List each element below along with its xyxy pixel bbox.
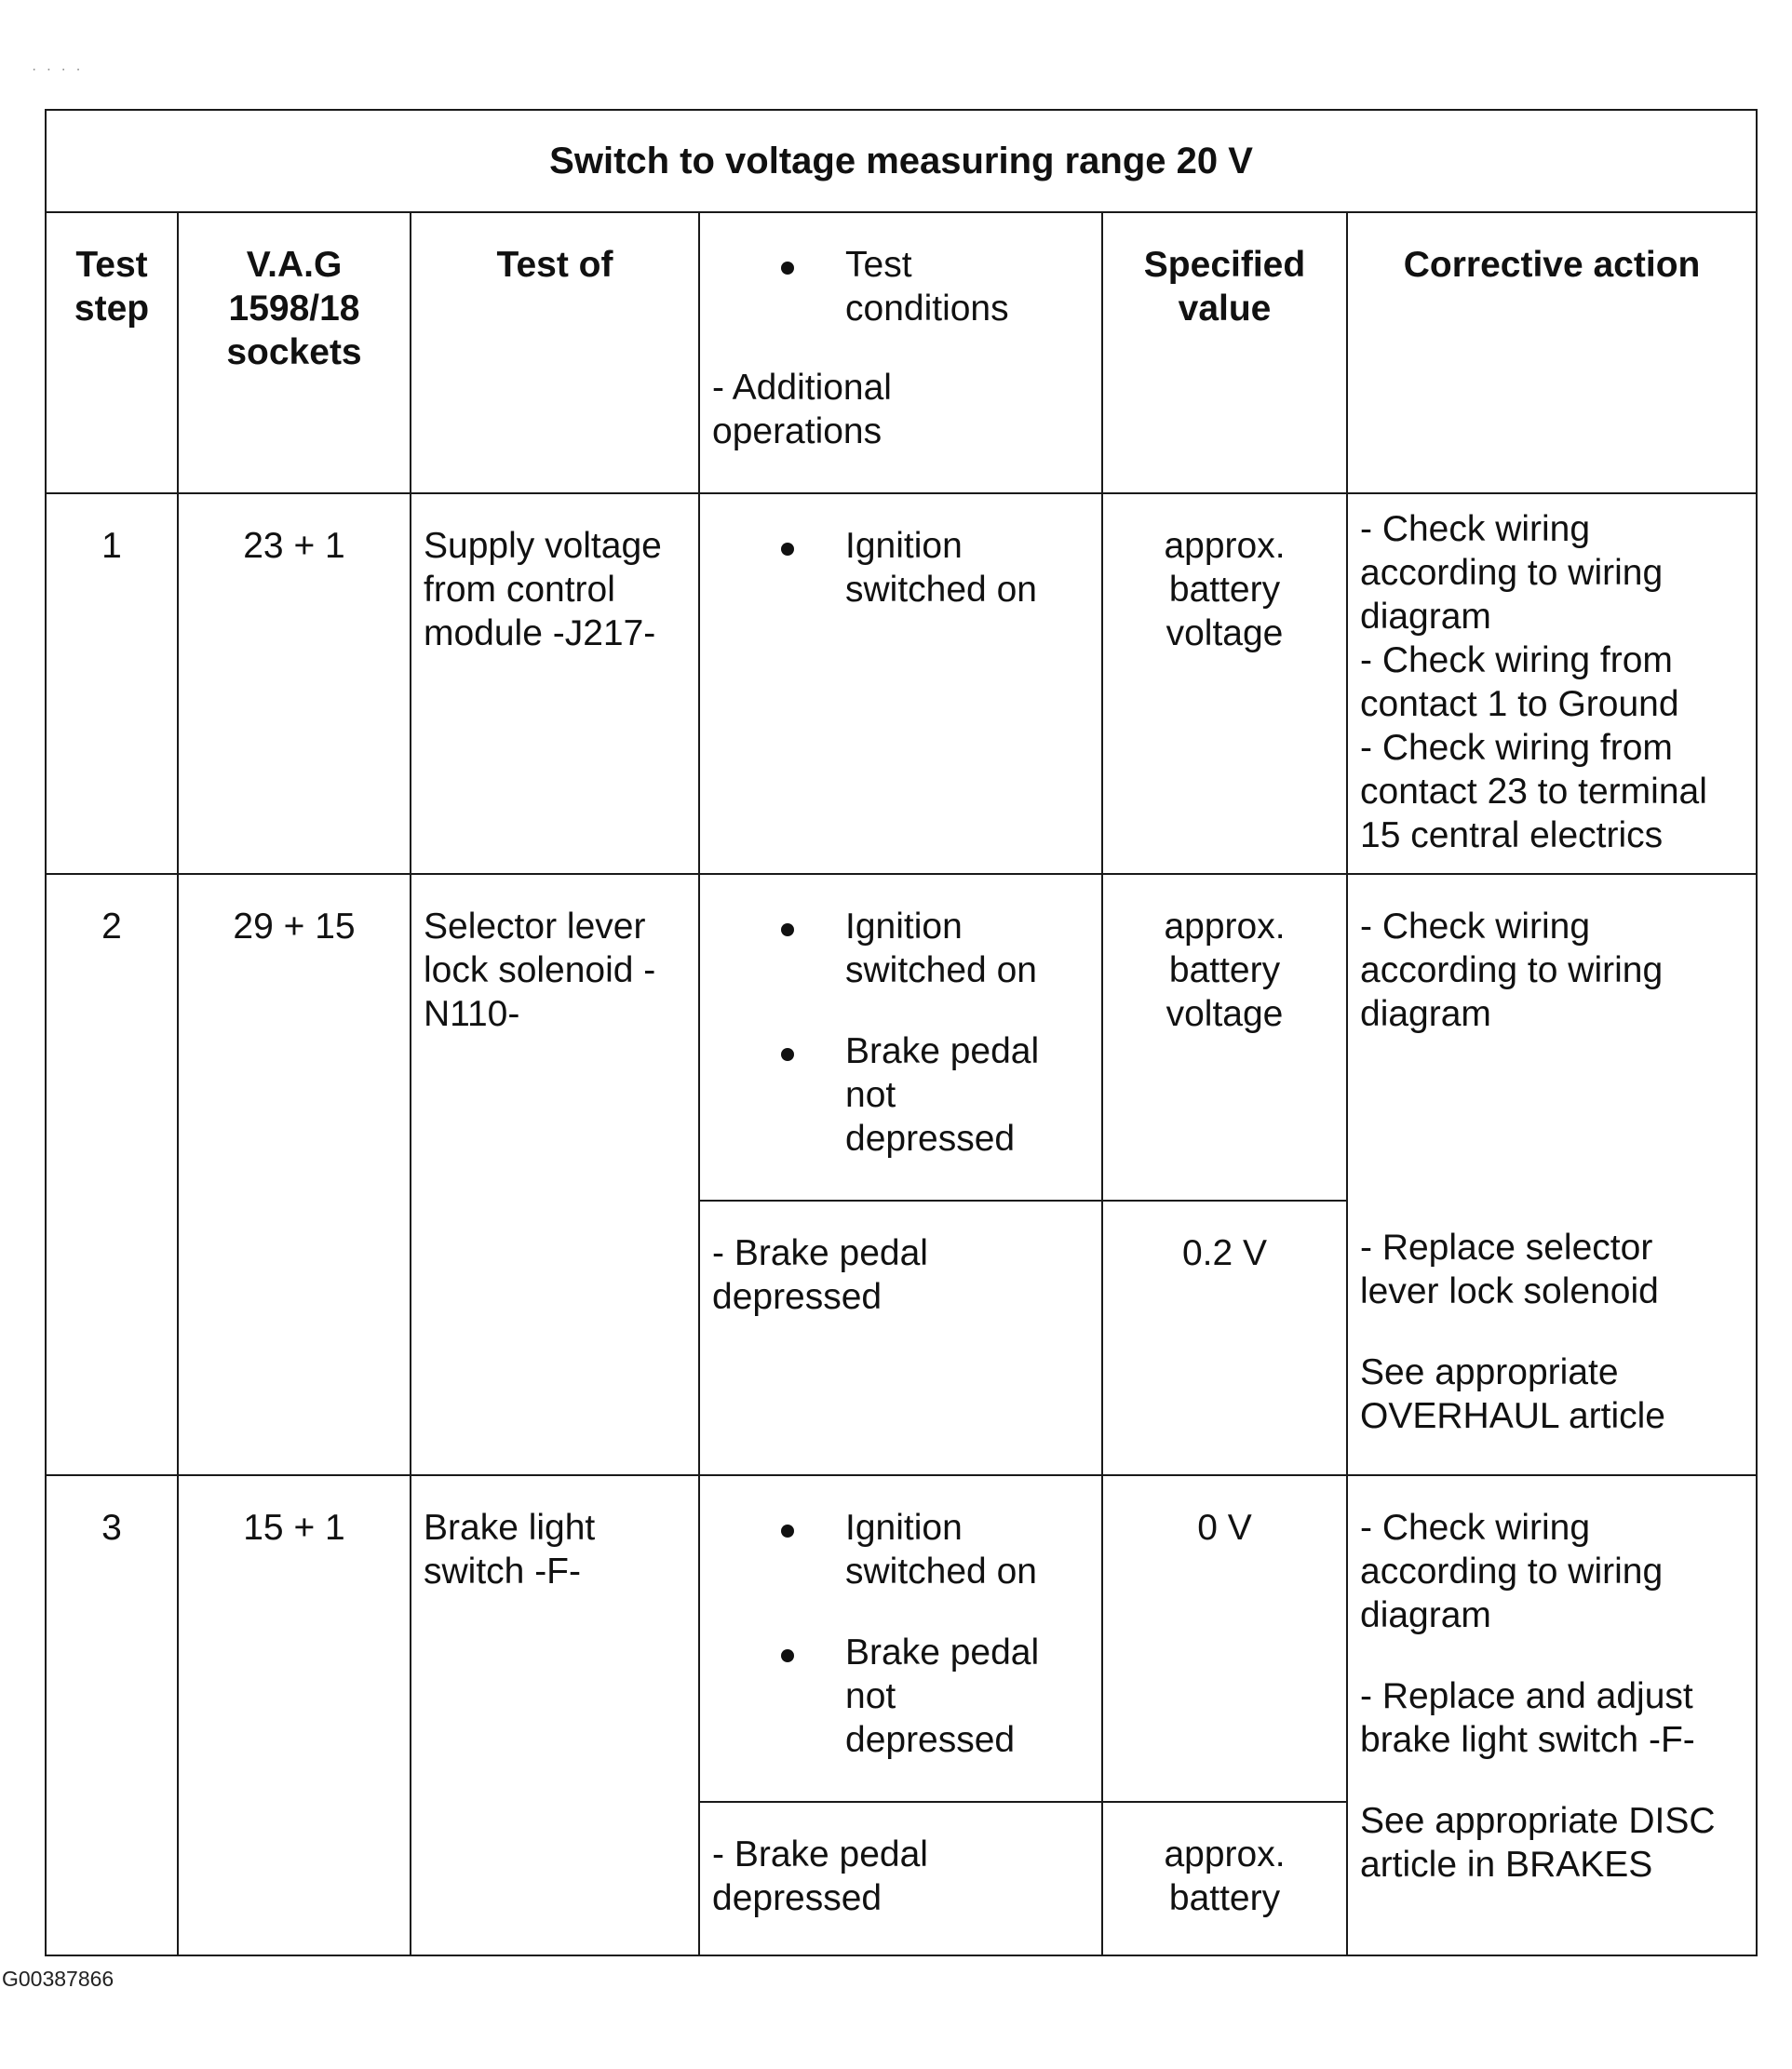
header-corrective-action: Corrective action bbox=[1347, 212, 1757, 493]
row-test-of: Selector lever lock solenoid - N110- bbox=[411, 874, 699, 1475]
header-specified-value: Specified value bbox=[1102, 212, 1347, 493]
row-test-step: 3 bbox=[46, 1475, 178, 1955]
condition-item: Brake pedal not depressed bbox=[700, 1029, 1101, 1161]
header-test-conditions bbox=[699, 212, 1102, 493]
row-sockets: 23 + 1 bbox=[178, 493, 411, 874]
corrective-item: See appropriate DISC article in BRAKES bbox=[1360, 1800, 1716, 1885]
condition-item: Ignition switched on bbox=[700, 905, 1101, 992]
row-specified-value: approx. battery voltage bbox=[1102, 493, 1347, 874]
scan-artifact: · · · · bbox=[32, 61, 84, 77]
row-specified-value: 0 V bbox=[1102, 1475, 1347, 1802]
corrective-item: - Check wiring according to wiring diagram bbox=[1360, 1507, 1664, 1635]
header-sockets: V.A.G 1598/18 sockets bbox=[178, 212, 411, 493]
table-row bbox=[46, 493, 1757, 874]
table-row bbox=[46, 874, 1757, 1201]
header-test-of: Test of bbox=[411, 212, 699, 493]
corrective-item: - Replace selector lever lock solenoid bbox=[1360, 1228, 1659, 1312]
row-test-of: Brake light switch -F- bbox=[411, 1475, 699, 1955]
corrective-item: - Replace and adjust brake light switch -F- bbox=[1360, 1675, 1695, 1760]
row-test-step: 2 bbox=[46, 874, 178, 1475]
row-test-conditions bbox=[699, 874, 1102, 1201]
row-additional-operation: - Brake pedal depressed bbox=[699, 1802, 1102, 1955]
corrective-item: See appropriate OVERHAUL article bbox=[1360, 1352, 1665, 1437]
header-conditions-bullet: Test conditions bbox=[700, 243, 1101, 330]
header-additional-operations: - Additional operations bbox=[712, 368, 892, 452]
test-procedure-table bbox=[45, 109, 1758, 1956]
row-specified-value: 0.2 V bbox=[1102, 1201, 1347, 1475]
table-header-row bbox=[46, 212, 1757, 493]
row-test-conditions bbox=[699, 493, 1102, 874]
row-sockets: 15 + 1 bbox=[178, 1475, 411, 1955]
row-test-step: 1 bbox=[46, 493, 178, 874]
row-additional-operation: - Brake pedal depressed bbox=[699, 1201, 1102, 1475]
condition-item: Ignition switched on bbox=[700, 524, 1101, 611]
row-corrective-action bbox=[1347, 1475, 1757, 1955]
row-corrective-action bbox=[1347, 874, 1757, 1475]
row-specified-value: approx. battery voltage bbox=[1102, 874, 1347, 1201]
table-title: Switch to voltage measuring range 20 V bbox=[46, 110, 1757, 212]
figure-id: G00387866 bbox=[2, 1967, 115, 1991]
row-specified-value: approx. battery bbox=[1102, 1802, 1347, 1955]
header-test-step: Test step bbox=[46, 212, 178, 493]
table-row bbox=[46, 1475, 1757, 1802]
table-title-row bbox=[46, 110, 1757, 212]
condition-item: Ignition switched on bbox=[700, 1506, 1101, 1593]
row-sockets: 29 + 15 bbox=[178, 874, 411, 1475]
corrective-item: - Check wiring according to wiring diagram - Check wiring from contact 1 to Ground - Check wiring from contact 23 to terminal 15 central electrics bbox=[1360, 509, 1707, 856]
row-corrective-action bbox=[1347, 493, 1757, 874]
condition-item: Brake pedal not depressed bbox=[700, 1631, 1101, 1762]
corrective-item: - Check wiring according to wiring diagram bbox=[1360, 907, 1664, 1035]
row-test-conditions bbox=[699, 1475, 1102, 1802]
row-test-of: Supply voltage from control module -J217- bbox=[411, 493, 699, 874]
